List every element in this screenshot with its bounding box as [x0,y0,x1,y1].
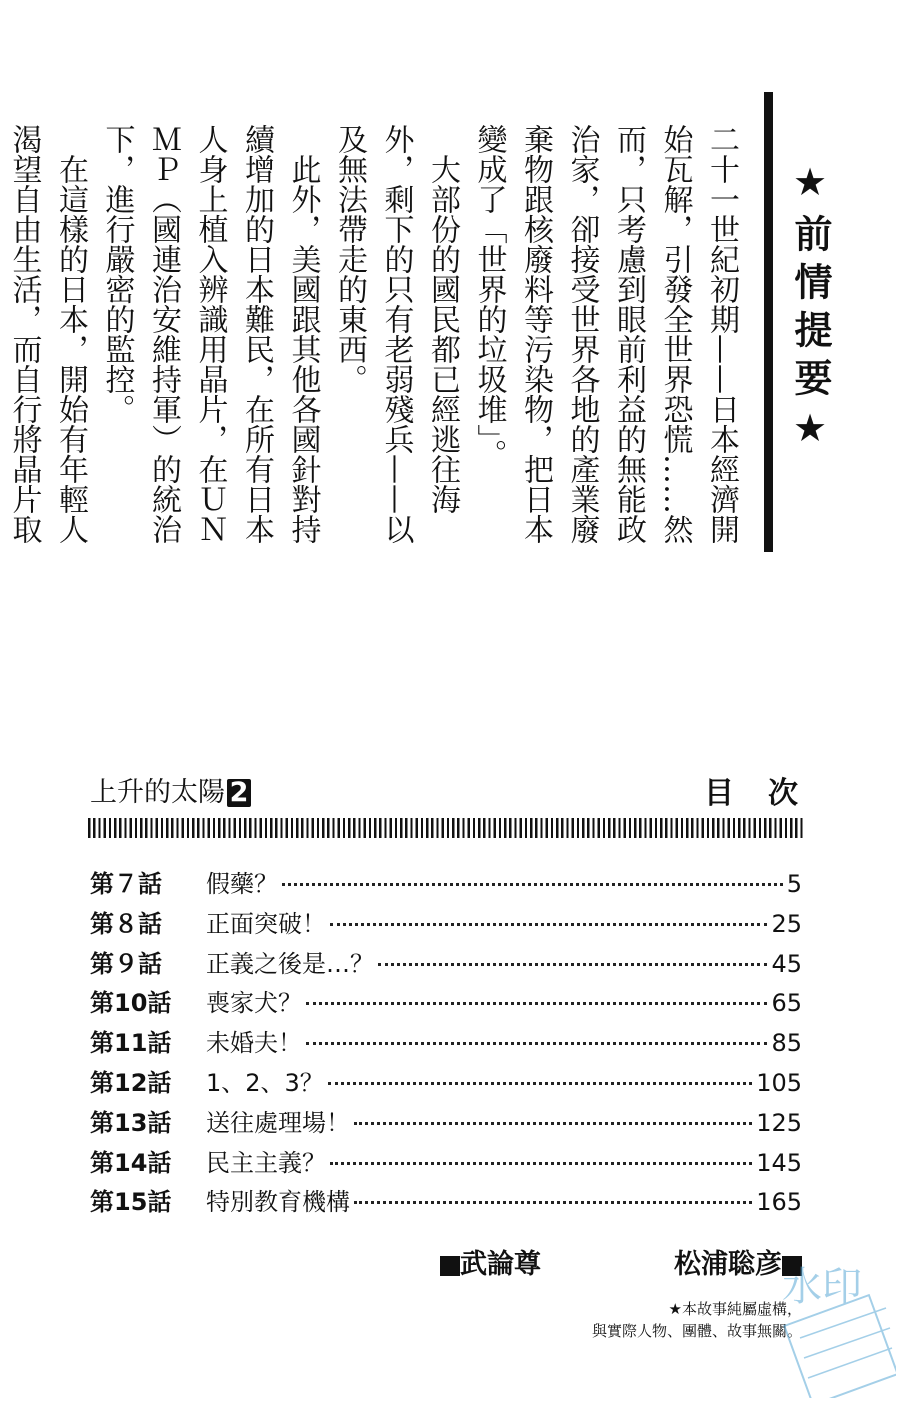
disclaimer-line: ★本故事純屬虛構， [668,1300,802,1318]
toc-list [90,864,802,1222]
watermark-text: 水印 [782,1264,862,1310]
toc-row[interactable] [90,944,802,984]
leader-dots [330,923,767,926]
chapter-number: 第14話 [90,1148,172,1177]
chapter-page: 45 [771,949,802,978]
chapter-page: 85 [771,1029,802,1058]
chapter-title: 特別教育機構 [206,1188,350,1217]
chapter-number: 第11話 [90,1029,172,1058]
chapter-number: 第13話 [90,1108,172,1137]
synopsis-paragraph: 此外，美國跟其他各國針對持續增加的日本難民，在所有日本人身上植入辨識用晶片，在ＵＮＭＰ（國連治安維持軍）的統治下，進行嚴密的監控。 [99,124,321,544]
leader-dots [354,1201,752,1204]
leader-dots [306,1042,767,1045]
toc-row[interactable] [90,864,802,904]
book-title-text: 上升的太陽 [90,777,225,808]
synopsis-body [0,124,744,564]
toc-row[interactable] [90,1143,802,1183]
watermark-stamp-icon [778,1258,896,1398]
toc-row[interactable] [90,1023,802,1063]
chapter-page: 165 [756,1188,802,1217]
chapter-title: 送往處理場！ [206,1108,350,1137]
chapter-page: 105 [756,1068,802,1097]
leader-dots [330,1162,752,1165]
writer-credit [440,1242,541,1281]
chapter-title: 假藥？ [206,870,278,898]
artist-name: 松浦聡彦 [674,1249,782,1280]
toc-row[interactable] [90,904,802,944]
chapter-page: 65 [771,989,802,1018]
chapter-number: 第12話 [90,1068,172,1097]
toc-row[interactable] [90,1103,802,1143]
toc-heading: 目次 [704,776,832,811]
leader-dots [354,1122,752,1125]
synopsis-title: ★前情提要★ [788,160,832,460]
chapter-number: 第８話 [90,909,162,938]
toc-row[interactable] [90,983,802,1023]
toc-row[interactable] [90,1182,802,1222]
leader-dots [282,883,783,886]
disclaimer [500,1298,802,1342]
synopsis-paragraph: 大部份的國民都已經逃往海外，剩下的只有老弱殘兵——以及無法帶走的東西。 [332,124,460,544]
chapter-title: 正面突破！ [206,909,326,938]
chapter-number: 第７話 [90,870,162,898]
chapter-title: 未婚夫！ [206,1029,302,1058]
synopsis-divider [764,92,773,552]
chapter-title: 1、2、3？ [206,1068,324,1097]
leader-dots [328,1082,752,1085]
chapter-number: 第15話 [90,1188,172,1217]
toc-row[interactable] [90,1063,802,1103]
chapter-page: 125 [756,1108,802,1137]
book-title [90,770,251,809]
toc-stripe-divider [88,818,804,838]
credits [440,1242,802,1281]
synopsis-paragraph: 二十一世紀初期——日本經濟開始瓦解，引發全世界恐慌……然而，只考慮到眼前利益的無能政治家，卻接受世界各地的產業廢棄物跟核廢料等污染物，把日本變成了「世界的垃圾堆」。 [471,124,739,544]
chapter-page: 145 [756,1148,802,1177]
writer-name: 武論尊 [460,1249,541,1280]
volume-badge: 2 [227,779,251,807]
chapter-number: 第９話 [90,949,162,978]
chapter-page: 25 [771,909,802,938]
chapter-title: 民主主義？ [206,1148,326,1177]
synopsis-paragraph: 在這樣的日本，開始有年輕人渴望自由生活，而自行將晶片取 [6,124,88,544]
disclaimer-line: 與實際人物、團體、故事無關。 [591,1322,802,1340]
chapter-title: 喪家犬？ [206,989,302,1018]
chapter-number: 第10話 [90,989,172,1018]
leader-dots [378,963,767,966]
square-bullet-icon [440,1256,460,1276]
leader-dots [306,1002,767,1005]
chapter-page: 5 [786,870,802,898]
chapter-title: 正義之後是…？ [206,949,374,978]
